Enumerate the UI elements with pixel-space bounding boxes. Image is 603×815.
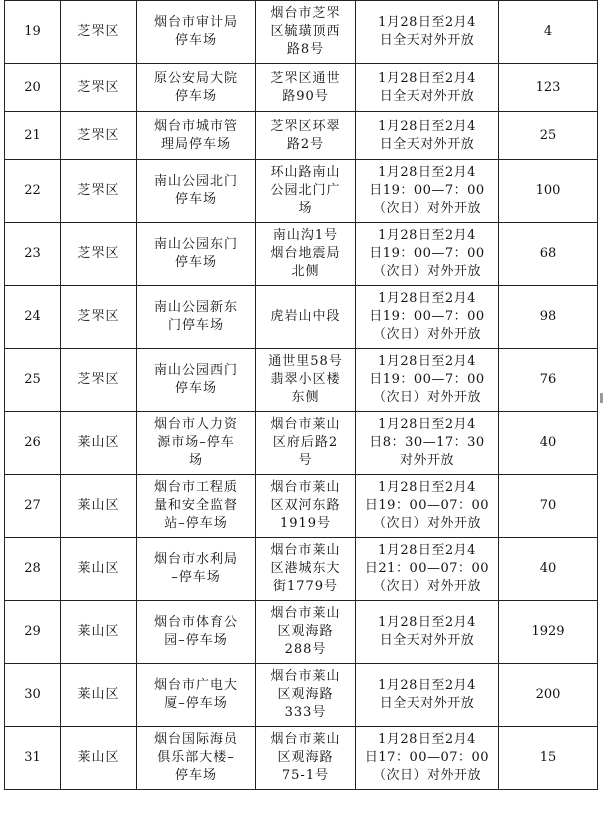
district-cell: 莱山区 — [61, 727, 137, 790]
address-cell: 芝罘区环翠 路2号 — [256, 112, 356, 160]
address-cell: 南山沟1号 烟台地震局 北侧 — [256, 223, 356, 286]
address-cell: 烟台市芝罘 区毓璜顶西 路8号 — [256, 1, 356, 64]
row-number: 19 — [5, 1, 61, 64]
parking-name-cell: 南山公园东门 停车场 — [137, 223, 256, 286]
capacity-cell: 40 — [499, 412, 598, 475]
table-row — [5, 601, 598, 664]
opening-hours-cell: 1月28日至2月4 日21：00—07：00 （次日）对外开放 — [356, 538, 499, 601]
district-cell: 芝罘区 — [61, 160, 137, 223]
opening-hours-cell: 1月28日至2月4 日全天对外开放 — [356, 1, 499, 64]
table-row — [5, 64, 598, 112]
table-row — [5, 160, 598, 223]
table-row — [5, 112, 598, 160]
address-cell: 环山路南山 公园北门广 场 — [256, 160, 356, 223]
table-row — [5, 1, 598, 64]
district-cell: 莱山区 — [61, 664, 137, 727]
district-cell: 莱山区 — [61, 412, 137, 475]
address-cell: 烟台市莱山 区观海路 75-1号 — [256, 727, 356, 790]
table-row — [5, 475, 598, 538]
parking-name-cell: 烟台市人力资 源市场–停车 场 — [137, 412, 256, 475]
district-cell: 芝罘区 — [61, 349, 137, 412]
district-cell: 芝罘区 — [61, 112, 137, 160]
district-cell: 莱山区 — [61, 538, 137, 601]
capacity-cell: 123 — [499, 64, 598, 112]
capacity-cell: 200 — [499, 664, 598, 727]
row-number: 25 — [5, 349, 61, 412]
table-row — [5, 286, 598, 349]
opening-hours-cell: 1月28日至2月4 日19：00—7：00 （次日）对外开放 — [356, 160, 499, 223]
capacity-cell: 68 — [499, 223, 598, 286]
address-cell: 烟台市莱山 区港城东大 街1779号 — [256, 538, 356, 601]
district-cell: 芝罘区 — [61, 64, 137, 112]
table-row — [5, 412, 598, 475]
row-number: 30 — [5, 664, 61, 727]
table-row — [5, 538, 598, 601]
address-cell: 烟台市莱山 区双河东路 1919号 — [256, 475, 356, 538]
address-cell: 烟台市莱山 区府后路2 号 — [256, 412, 356, 475]
capacity-cell: 98 — [499, 286, 598, 349]
capacity-cell: 40 — [499, 538, 598, 601]
opening-hours-cell: 1月28日至2月4 日全天对外开放 — [356, 601, 499, 664]
district-cell: 莱山区 — [61, 601, 137, 664]
opening-hours-cell: 1月28日至2月4 日19：00—7：00 （次日）对外开放 — [356, 223, 499, 286]
capacity-cell: 15 — [499, 727, 598, 790]
opening-hours-cell: 1月28日至2月4 日全天对外开放 — [356, 64, 499, 112]
parking-name-cell: 烟台市体育公 园–停车场 — [137, 601, 256, 664]
parking-name-cell: 烟台市工程质 量和安全监督 站–停车场 — [137, 475, 256, 538]
address-cell: 芝罘区通世 路90号 — [256, 64, 356, 112]
opening-hours-cell: 1月28日至2月4 日全天对外开放 — [356, 112, 499, 160]
row-number: 29 — [5, 601, 61, 664]
parking-name-cell: 烟台国际海员 俱乐部大楼– 停车场 — [137, 727, 256, 790]
row-number: 31 — [5, 727, 61, 790]
parking-name-cell: 南山公园西门 停车场 — [137, 349, 256, 412]
opening-hours-cell: 1月28日至2月4 日19：00—07：00 （次日）对外开放 — [356, 475, 499, 538]
district-cell: 莱山区 — [61, 475, 137, 538]
parking-name-cell: 南山公园北门 停车场 — [137, 160, 256, 223]
row-number: 24 — [5, 286, 61, 349]
parking-lot-table — [4, 0, 598, 790]
opening-hours-cell: 1月28日至2月4 日19：00—7：00 （次日）对外开放 — [356, 286, 499, 349]
row-number: 23 — [5, 223, 61, 286]
address-cell: 烟台市莱山 区观海路 333号 — [256, 664, 356, 727]
district-cell: 芝罘区 — [61, 1, 137, 64]
capacity-cell: 76 — [499, 349, 598, 412]
table-row — [5, 223, 598, 286]
table-row — [5, 664, 598, 727]
capacity-cell: 100 — [499, 160, 598, 223]
capacity-cell: 70 — [499, 475, 598, 538]
opening-hours-cell: 1月28日至2月4 日17：00—07：00 （次日）对外开放 — [356, 727, 499, 790]
capacity-cell: 4 — [499, 1, 598, 64]
row-number: 21 — [5, 112, 61, 160]
row-number: 26 — [5, 412, 61, 475]
parking-name-cell: 烟台市广电大 厦–停车场 — [137, 664, 256, 727]
row-number: 27 — [5, 475, 61, 538]
parking-name-cell: 烟台市水利局 –停车场 — [137, 538, 256, 601]
row-number: 20 — [5, 64, 61, 112]
district-cell: 芝罘区 — [61, 223, 137, 286]
district-cell: 芝罘区 — [61, 286, 137, 349]
capacity-cell: 1929 — [499, 601, 598, 664]
opening-hours-cell: 1月28日至2月4 日8：30—17：30 对外开放 — [356, 412, 499, 475]
address-cell: 烟台市莱山 区观海路 288号 — [256, 601, 356, 664]
address-cell: 虎岩山中段 — [256, 286, 356, 349]
parking-name-cell: 烟台市城市管 理局停车场 — [137, 112, 256, 160]
parking-name-cell: 烟台市审计局 停车场 — [137, 1, 256, 64]
parking-name-cell: 原公安局大院 停车场 — [137, 64, 256, 112]
opening-hours-cell: 1月28日至2月4 日19：00—7：00 （次日）对外开放 — [356, 349, 499, 412]
row-number: 28 — [5, 538, 61, 601]
table-row — [5, 349, 598, 412]
address-cell: 通世里58号 翡翠小区楼 东侧 — [256, 349, 356, 412]
table-row — [5, 727, 598, 790]
parking-name-cell: 南山公园新东 门停车场 — [137, 286, 256, 349]
capacity-cell: 25 — [499, 112, 598, 160]
opening-hours-cell: 1月28日至2月4 日全天对外开放 — [356, 664, 499, 727]
row-number: 22 — [5, 160, 61, 223]
